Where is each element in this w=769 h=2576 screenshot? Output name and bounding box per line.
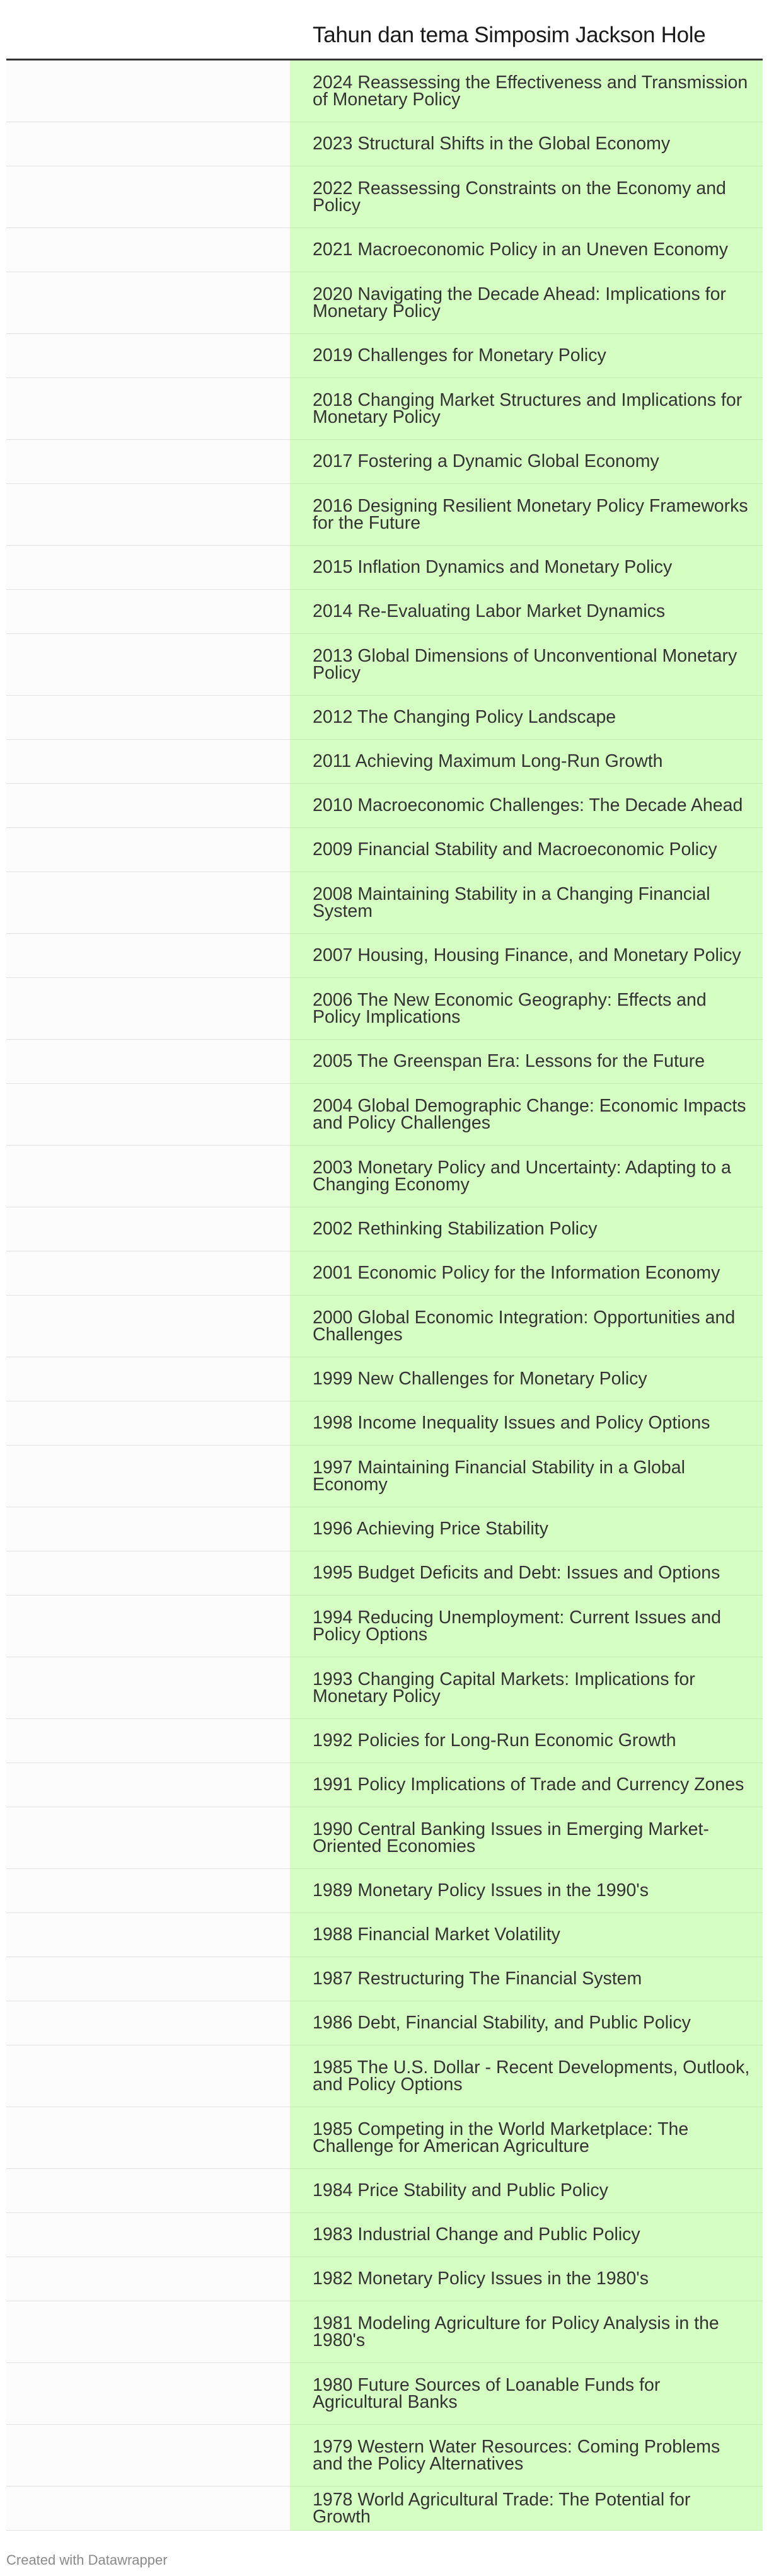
row-theme-cell: 1988 Financial Market Volatility: [290, 1913, 763, 1957]
row-theme-cell: 1983 Industrial Change and Public Policy: [290, 2213, 763, 2257]
row-empty-cell: [6, 2425, 290, 2486]
row-theme-cell: 2010 Macroeconomic Challenges: The Decade Ahead: [290, 784, 763, 828]
row-theme-cell: 1991 Policy Implications of Trade and Currency Zones: [290, 1763, 763, 1807]
row-theme-cell: 2022 Reassessing Constraints on the Economy and Policy: [290, 166, 763, 228]
table-header: [6, 0, 763, 60]
row-theme-cell: 2000 Global Economic Integration: Opportunities and Challenges: [290, 1296, 763, 1357]
table-row: [6, 1401, 763, 1446]
table-row: [6, 696, 763, 740]
table-row: [6, 2301, 763, 2363]
row-theme-cell: 1979 Western Water Resources: Coming Problems and the Policy Alternatives: [290, 2425, 763, 2487]
row-empty-cell: [6, 1869, 290, 1912]
row-theme-cell: 2001 Economic Policy for the Information Economy: [290, 1251, 763, 1296]
row-empty-cell: [6, 1719, 290, 1762]
row-empty-cell: [6, 2363, 290, 2424]
row-empty-cell: [6, 828, 290, 871]
row-empty-cell: [6, 272, 290, 333]
table-row: [6, 228, 763, 272]
table-row: [6, 60, 763, 122]
table-row: [6, 1507, 763, 1551]
table-row: [6, 1807, 763, 1869]
row-empty-cell: [6, 2045, 290, 2107]
table-row: [6, 166, 763, 228]
row-empty-cell: [6, 1507, 290, 1551]
table-row: [6, 1296, 763, 1357]
table-row: [6, 1719, 763, 1763]
row-empty-cell: [6, 1957, 290, 2001]
table-row: [6, 1084, 763, 1146]
table-row: [6, 546, 763, 590]
row-theme-cell: 2020 Navigating the Decade Ahead: Implications for Monetary Policy: [290, 272, 763, 334]
row-empty-cell: [6, 1357, 290, 1401]
row-theme-cell: 1999 New Challenges for Monetary Policy: [290, 1357, 763, 1401]
row-theme-cell: 1992 Policies for Long-Run Economic Growth: [290, 1719, 763, 1763]
row-theme-cell: 2004 Global Demographic Change: Economic Impacts and Policy Challenges: [290, 1084, 763, 1146]
row-theme-cell: 2019 Challenges for Monetary Policy: [290, 334, 763, 378]
table-row: [6, 2487, 763, 2531]
row-theme-cell: 2009 Financial Stability and Macroeconomic Policy: [290, 828, 763, 872]
row-empty-cell: [6, 978, 290, 1039]
row-empty-cell: [6, 484, 290, 545]
row-theme-cell: 2014 Re-Evaluating Labor Market Dynamics: [290, 590, 763, 634]
row-empty-cell: [6, 440, 290, 483]
header-empty-cell: [6, 0, 290, 59]
table-row: [6, 784, 763, 828]
row-empty-cell: [6, 1040, 290, 1083]
row-empty-cell: [6, 1913, 290, 1957]
row-theme-cell: 1981 Modeling Agriculture for Policy Analysis in the 1980's: [290, 2301, 763, 2363]
table-row: [6, 2257, 763, 2301]
row-empty-cell: [6, 2169, 290, 2212]
footer-credit: Created with Datawrapper: [6, 2552, 168, 2568]
table-row: [6, 828, 763, 872]
row-empty-cell: [6, 334, 290, 377]
row-theme-cell: 1985 Competing in the World Marketplace: The Challenge for American Agriculture: [290, 2107, 763, 2169]
table-row: [6, 122, 763, 166]
table-row: [6, 1869, 763, 1913]
table-row: [6, 2001, 763, 2045]
row-theme-cell: 2015 Inflation Dynamics and Monetary Policy: [290, 546, 763, 590]
table-row: [6, 590, 763, 634]
row-theme-cell: 2006 The New Economic Geography: Effects and Policy Implications: [290, 978, 763, 1040]
row-empty-cell: [6, 2301, 290, 2362]
row-theme-cell: 2002 Rethinking Stabilization Policy: [290, 1207, 763, 1251]
row-theme-cell: 2005 The Greenspan Era: Lessons for the Future: [290, 1040, 763, 1084]
table-row: [6, 1551, 763, 1596]
row-empty-cell: [6, 1084, 290, 1145]
row-empty-cell: [6, 1763, 290, 1807]
row-theme-cell: 1985 The U.S. Dollar - Recent Developments, Outlook, and Policy Options: [290, 2045, 763, 2107]
row-empty-cell: [6, 634, 290, 695]
row-theme-cell: 2011 Achieving Maximum Long-Run Growth: [290, 740, 763, 784]
row-theme-cell: 1990 Central Banking Issues in Emerging Market-Oriented Economies: [290, 1807, 763, 1869]
row-empty-cell: [6, 1207, 290, 1251]
row-theme-cell: 2003 Monetary Policy and Uncertainty: Adapting to a Changing Economy: [290, 1146, 763, 1207]
row-theme-cell: 1995 Budget Deficits and Debt: Issues and Options: [290, 1551, 763, 1596]
table-row: [6, 2213, 763, 2257]
row-theme-cell: 2017 Fostering a Dynamic Global Economy: [290, 440, 763, 484]
table-row: [6, 334, 763, 378]
table-row: [6, 2425, 763, 2487]
table-row: [6, 272, 763, 334]
symposium-table: [6, 0, 763, 2531]
table-body: [6, 60, 763, 2531]
table-header-title: Tahun dan tema Simposim Jackson Hole: [313, 23, 706, 47]
row-empty-cell: [6, 696, 290, 739]
row-theme-cell: 1993 Changing Capital Markets: Implications for Monetary Policy: [290, 1657, 763, 1719]
row-theme-cell: 1984 Price Stability and Public Policy: [290, 2169, 763, 2213]
row-theme-cell: 2018 Changing Market Structures and Implications for Monetary Policy: [290, 378, 763, 440]
table-row: [6, 1146, 763, 1207]
table-row: [6, 978, 763, 1040]
table-row: [6, 1763, 763, 1807]
row-empty-cell: [6, 1446, 290, 1507]
table-row: [6, 1913, 763, 1957]
row-empty-cell: [6, 166, 290, 227]
table-row: [6, 2107, 763, 2169]
row-empty-cell: [6, 1807, 290, 1868]
row-empty-cell: [6, 784, 290, 827]
row-theme-cell: 2013 Global Dimensions of Unconventional Monetary Policy: [290, 634, 763, 696]
row-empty-cell: [6, 2257, 290, 2301]
row-theme-cell: 1996 Achieving Price Stability: [290, 1507, 763, 1551]
row-empty-cell: [6, 2107, 290, 2168]
row-theme-cell: 1998 Income Inequality Issues and Policy Options: [290, 1401, 763, 1446]
table-row: [6, 934, 763, 978]
table-row: [6, 378, 763, 440]
row-empty-cell: [6, 934, 290, 977]
table-row: [6, 1957, 763, 2001]
row-theme-cell: 2008 Maintaining Stability in a Changing Financial System: [290, 872, 763, 934]
row-empty-cell: [6, 122, 290, 166]
row-theme-cell: 2023 Structural Shifts in the Global Economy: [290, 122, 763, 166]
row-theme-cell: 2012 The Changing Policy Landscape: [290, 696, 763, 740]
row-empty-cell: [6, 2001, 290, 2045]
row-theme-cell: 1980 Future Sources of Loanable Funds for Agricultural Banks: [290, 2363, 763, 2425]
row-empty-cell: [6, 740, 290, 783]
row-empty-cell: [6, 1657, 290, 1718]
table-row: [6, 484, 763, 546]
table-row: [6, 2363, 763, 2425]
row-theme-cell: 1986 Debt, Financial Stability, and Public Policy: [290, 2001, 763, 2045]
row-empty-cell: [6, 1401, 290, 1445]
row-empty-cell: [6, 1146, 290, 1207]
table-row: [6, 1596, 763, 1657]
row-theme-cell: 1997 Maintaining Financial Stability in a Global Economy: [290, 1446, 763, 1507]
row-theme-cell: 2024 Reassessing the Effectiveness and Transmission of Monetary Policy: [290, 60, 763, 122]
table-row: [6, 2169, 763, 2213]
table-row: [6, 1251, 763, 1296]
row-theme-cell: 1978 World Agricultural Trade: The Potential for Growth: [290, 2487, 763, 2531]
table-row: [6, 740, 763, 784]
row-empty-cell: [6, 872, 290, 933]
row-theme-cell: 1987 Restructuring The Financial System: [290, 1957, 763, 2001]
row-empty-cell: [6, 378, 290, 439]
table-row: [6, 1357, 763, 1401]
row-empty-cell: [6, 60, 290, 122]
table-row: [6, 1207, 763, 1251]
row-empty-cell: [6, 1551, 290, 1595]
row-theme-cell: 2021 Macroeconomic Policy in an Uneven Economy: [290, 228, 763, 272]
table-row: [6, 1657, 763, 1719]
row-theme-cell: 1982 Monetary Policy Issues in the 1980's: [290, 2257, 763, 2301]
row-theme-cell: 2016 Designing Resilient Monetary Policy Frameworks for the Future: [290, 484, 763, 546]
row-empty-cell: [6, 546, 290, 589]
row-empty-cell: [6, 2487, 290, 2530]
row-theme-cell: 1989 Monetary Policy Issues in the 1990's: [290, 1869, 763, 1913]
row-theme-cell: 2007 Housing, Housing Finance, and Monetary Policy: [290, 934, 763, 978]
table-row: [6, 1040, 763, 1084]
table-row: [6, 872, 763, 934]
table-row: [6, 2045, 763, 2107]
row-empty-cell: [6, 1296, 290, 1357]
table-row: [6, 440, 763, 484]
row-empty-cell: [6, 1251, 290, 1295]
table-row: [6, 1446, 763, 1507]
row-empty-cell: [6, 1596, 290, 1657]
table-row: [6, 634, 763, 696]
row-empty-cell: [6, 2213, 290, 2257]
row-empty-cell: [6, 590, 290, 633]
row-empty-cell: [6, 228, 290, 272]
row-theme-cell: 1994 Reducing Unemployment: Current Issues and Policy Options: [290, 1596, 763, 1657]
